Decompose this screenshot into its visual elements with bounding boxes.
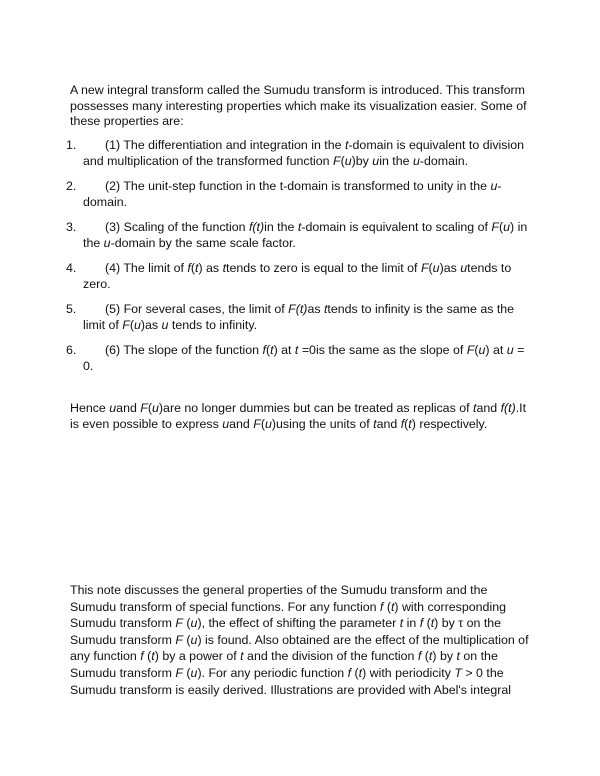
math-variable: F [140, 401, 148, 415]
text-run: ( [421, 649, 429, 664]
math-variable: f [400, 416, 405, 431]
text-run: tends to infinity. [168, 317, 258, 332]
list-item [66, 302, 532, 333]
math-variable: F [175, 616, 183, 631]
math-variable: t [358, 665, 363, 680]
math-variable: F [420, 261, 429, 275]
list-item-text [83, 179, 532, 210]
text-run: ( [428, 261, 433, 275]
list-item-text [83, 302, 532, 333]
text-run: (4) The limit of [105, 261, 188, 275]
text-run: ) with corresponding Sumudu transform [70, 599, 506, 631]
text-run: ) in the [83, 220, 528, 250]
math-variable: F [491, 220, 499, 234]
math-variable: t [373, 416, 377, 431]
math-variable: t [323, 302, 328, 316]
math-variable: f [187, 261, 191, 275]
math-variable: T [454, 665, 462, 680]
math-variable: F(t) [288, 302, 308, 316]
math-variable: u [109, 401, 117, 415]
math-variable: F [333, 153, 341, 168]
text-run: tends to infinity is the same as the limit of [83, 302, 515, 332]
text-run: in the [379, 153, 413, 168]
text-run: .It is even possible to express [70, 401, 527, 431]
list-item-number: 6. [66, 343, 77, 357]
math-variable: t [399, 616, 404, 631]
text-run: )by [351, 153, 373, 168]
text-run: (1) The differentiation and integration in the [105, 138, 345, 152]
text-run: ), the effect of shifting the parameter [197, 616, 400, 631]
math-variable: t [240, 649, 244, 664]
math-variable: f [140, 649, 144, 664]
text-run: Hence [70, 401, 110, 415]
text-run: and [116, 401, 141, 415]
math-variable: t [151, 649, 155, 664]
note-paragraph [70, 582, 535, 698]
text-run: ( [423, 616, 431, 631]
text-run: and [476, 401, 501, 415]
text-run: ( [383, 599, 391, 614]
text-run: ( [129, 317, 134, 332]
math-variable: u [103, 235, 111, 250]
math-variable: t [473, 401, 477, 415]
list-item-number: 3. [66, 220, 77, 234]
math-variable: u [222, 416, 230, 431]
math-variable: t [344, 138, 349, 152]
text-run: )are no longer dummies but can be treated as replicas of [158, 401, 473, 415]
math-variable: u [478, 343, 486, 357]
math-variable: F [122, 317, 130, 332]
text-run: ) is found. Also obtained are the effect of the multiplication of any function [70, 632, 529, 664]
text-run: ( [182, 616, 191, 631]
properties-list [66, 138, 532, 384]
math-variable: f [379, 599, 384, 614]
math-variable: t [408, 416, 412, 431]
math-variable: u [161, 317, 169, 332]
text-run: ) with periodicity [362, 665, 455, 680]
text-run: ) by [432, 649, 457, 664]
text-run: ( [474, 343, 479, 357]
text-run: )using the units of [271, 416, 374, 431]
math-variable: u [432, 261, 440, 275]
list-item [66, 179, 532, 210]
list-item-text [83, 343, 532, 374]
math-variable: f(t) [248, 220, 265, 234]
text-run: as [307, 302, 324, 316]
math-variable: u [133, 317, 141, 332]
text-run: -domain is equivalent to scaling of [301, 220, 492, 234]
text-run: (2) The unit-step function in the t-domain is transformed to unity in the [105, 179, 491, 193]
math-variable: t [222, 261, 227, 275]
text-run: ( [147, 401, 153, 415]
math-variable: F [175, 665, 183, 680]
text-run: and [229, 416, 254, 431]
text-run: ). For any periodic function [197, 665, 348, 680]
text-run: in the [264, 220, 298, 234]
text-run: in [403, 616, 420, 631]
math-variable: u [506, 343, 514, 357]
text-run: ( [404, 416, 409, 431]
math-variable: u [372, 153, 380, 168]
text-run: ( [265, 343, 271, 357]
list-item [66, 343, 532, 374]
text-run: ( [340, 153, 345, 168]
math-variable: t [456, 649, 460, 664]
math-variable: f [262, 343, 266, 357]
math-variable: f [419, 616, 424, 631]
math-variable: u [190, 632, 198, 647]
text-run: =0is the same as the slope of [298, 343, 467, 357]
text-run: -domain by the same scale factor. [110, 235, 296, 250]
text-run: ) at [485, 343, 507, 357]
text-run: ( [351, 665, 359, 680]
list-item [66, 261, 532, 292]
text-run: ) at [273, 343, 295, 357]
math-variable: t [195, 261, 199, 275]
math-variable: u [264, 416, 272, 431]
math-variable: F [466, 343, 475, 357]
math-variable: u [460, 261, 468, 275]
intro-paragraph: A new integral transform called the Sumudu transform is introduced. This transform possesses many interesting properties which make its visualization easier. Some of these properties are: [70, 83, 527, 128]
math-variable: u [190, 665, 198, 680]
math-variable: t [297, 220, 302, 234]
math-variable: t [430, 616, 435, 631]
math-variable: u [412, 153, 420, 168]
text-run: ( [182, 632, 191, 647]
list-item [66, 220, 532, 251]
math-variable: t [294, 343, 299, 357]
math-variable: u [503, 220, 511, 234]
text-run: ) respectively. [411, 416, 488, 431]
list-item-text [83, 220, 532, 251]
text-run: (3) Scaling of the function [105, 220, 249, 234]
conclusion-paragraph [70, 401, 532, 432]
text-run: tends to zero is equal to the limit of [226, 261, 421, 275]
text-run: )as [439, 261, 461, 275]
text-run: > 0 the Sumudu transform is easily derived. Illustrations are provided with Abel's integral [70, 665, 512, 697]
text-run: -domain is equivalent to division and multiplication of the transformed function [83, 138, 525, 168]
text-run: ( [499, 220, 504, 234]
text-run: and the division of the function [243, 649, 418, 664]
list-item [66, 138, 532, 169]
list-item-number: 5. [66, 302, 77, 316]
text-run: -domain. [83, 179, 502, 209]
math-variable: t [270, 343, 274, 357]
text-run: )as [140, 317, 162, 332]
text-run: -domain. [419, 153, 469, 168]
text-run: on the Sumudu transform [70, 649, 498, 680]
text-run: ( [190, 261, 195, 275]
text-run: ) as [198, 261, 223, 275]
text-run: (5) For several cases, the limit of [105, 302, 289, 316]
text-run: ( [143, 649, 152, 664]
math-variable: f(t) [500, 401, 516, 415]
text-run: ) by a power of [154, 649, 241, 664]
list-item-number: 4. [66, 261, 77, 275]
math-variable: t [390, 599, 395, 614]
list-item-number: 2. [66, 179, 77, 193]
text-run: This note discusses the general properties of the Sumudu transform and the Sumudu transform of special functions. For any function [70, 583, 488, 614]
math-variable: u [344, 153, 352, 168]
text-run: ) by τ on the Sumudu transform [70, 616, 502, 647]
text-run: ( [182, 665, 191, 680]
text-run: and [376, 416, 401, 431]
list-item-number: 1. [66, 138, 77, 152]
math-variable: F [253, 416, 261, 431]
text-run: tends to zero. [83, 261, 512, 291]
math-variable: u [490, 179, 498, 193]
list-item-text [83, 261, 532, 292]
text-run: ( [260, 416, 265, 431]
math-variable: f [417, 649, 422, 664]
text-run: = 0. [83, 343, 525, 373]
list-item-text [83, 138, 532, 169]
math-variable: u [152, 401, 159, 415]
text-run: (6) The slope of the function [105, 343, 263, 357]
math-variable: u [190, 616, 198, 631]
math-variable: f [347, 665, 352, 680]
math-variable: F [175, 632, 183, 647]
math-variable: t [428, 649, 433, 664]
